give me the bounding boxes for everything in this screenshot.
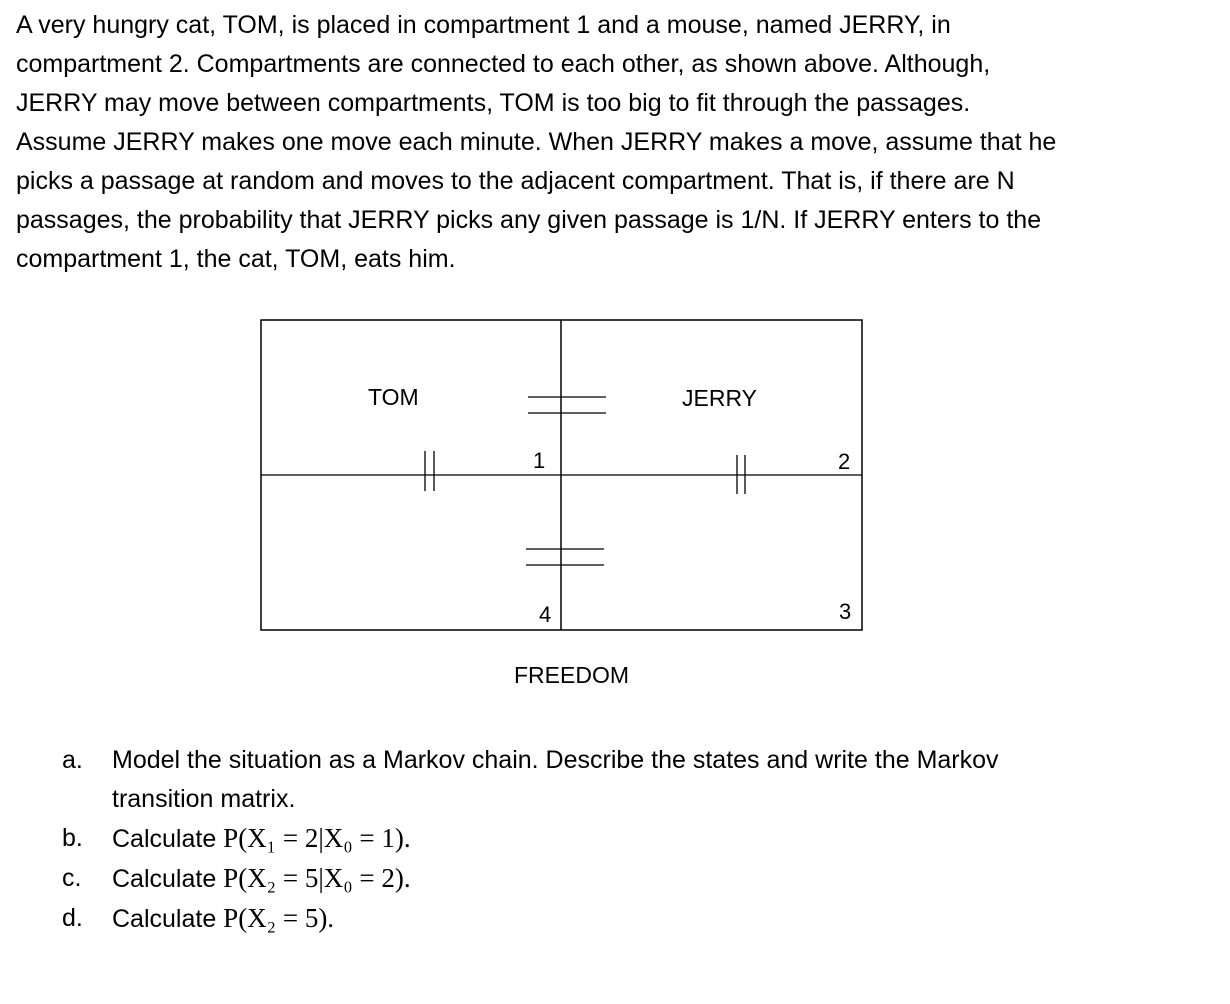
question-marker: d. (62, 904, 83, 932)
passage-1-4 (425, 451, 434, 491)
question-marker: c. (62, 864, 82, 892)
question-marker: a. (62, 746, 83, 774)
question-c (62, 859, 999, 899)
tom-label: TOM (368, 384, 419, 410)
question-text: transition matrix. (112, 785, 296, 813)
problem-line: Assume JERRY makes one move each minute. When JERRY makes a move, assume that he (16, 128, 1057, 156)
problem-line: compartment 1, the cat, TOM, eats him. (16, 245, 456, 273)
jerry-label: JERRY (682, 385, 757, 411)
question-text: Calculate (112, 825, 224, 853)
question-text: Calculate (112, 865, 224, 893)
passage-1-2 (528, 397, 606, 413)
question-math: P(X₁ = 2|X₀ = 1). (223, 823, 411, 853)
question-marker: b. (62, 824, 83, 852)
question-a (62, 741, 999, 819)
compartment-2-label: 2 (838, 449, 851, 474)
outer-wall (261, 320, 862, 630)
compartment-3-label: 3 (839, 599, 852, 624)
question-text: Calculate (112, 905, 224, 933)
question-b (62, 819, 999, 859)
problem-statement (16, 6, 1216, 279)
question-d (62, 899, 999, 939)
problem-line: picks a passage at random and moves to the adjacent compartment. That is, if there are N (16, 167, 1015, 195)
question-math: P(X₂ = 5). (223, 903, 335, 933)
problem-line: compartment 2. Compartments are connected to each other, as shown above. Although, (16, 50, 991, 78)
compartment-1-label: 1 (533, 448, 546, 473)
passage-2-3 (737, 455, 745, 494)
freedom-label: FREEDOM (514, 662, 629, 688)
question-list (62, 741, 999, 939)
question-math: P(X₂ = 5|X₀ = 2). (223, 863, 411, 893)
passage-4-3 (526, 549, 604, 565)
problem-line: JERRY may move between compartments, TOM is too big to fit through the passages. (16, 89, 971, 117)
compartment-4-label: 4 (539, 602, 552, 627)
problem-line: passages, the probability that JERRY picks any given passage is 1/N. If JERRY enters to the (16, 206, 1042, 234)
problem-line: A very hungry cat, TOM, is placed in compartment 1 and a mouse, named JERRY, in (16, 11, 951, 39)
question-text: Model the situation as a Markov chain. Describe the states and write the Markov (112, 746, 999, 774)
